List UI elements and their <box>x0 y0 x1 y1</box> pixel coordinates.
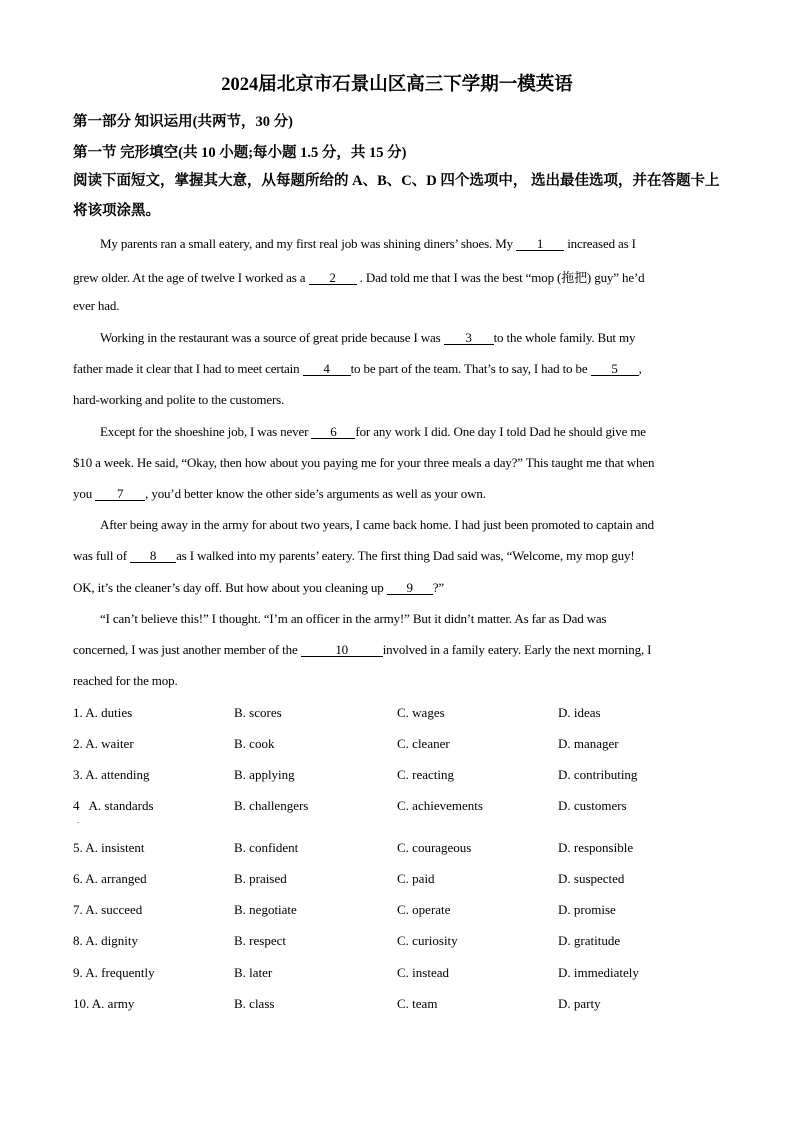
passage-text: involved in a family eatery. Early the next morning, I <box>382 642 652 657</box>
option-c: C. wages <box>397 705 445 720</box>
blank-10: 10 <box>301 643 383 657</box>
option-b: B. respect <box>234 933 286 948</box>
option-a: 8. A. dignity <box>73 933 139 948</box>
option-d: D. gratitude <box>558 933 621 948</box>
blank-6: 6 <box>311 425 355 439</box>
passage-line <box>73 361 642 377</box>
option-b: B. challengers <box>234 798 309 813</box>
passage-line: ever had. <box>73 298 120 313</box>
blank-5: 5 <box>591 362 639 376</box>
stray-mark: . <box>77 816 79 825</box>
passage-text: for any work I did. One day I told Dad he should give me <box>355 424 646 439</box>
option-b: B. cook <box>234 736 275 751</box>
passage-line <box>73 486 486 502</box>
passage-text: OK, it’s the cleaner’s day off. But how about you cleaning up <box>73 580 387 595</box>
option-c: C. instead <box>397 965 449 980</box>
passage-text: as I walked into my parents’ eatery. The first thing Dad said was, “Welcome, my mop guy! <box>176 548 635 563</box>
passage-line: $10 a week. He said, “Okay, then how about you paying me for your three meals a day?” This taught me that when <box>73 455 655 470</box>
option-d: D. customers <box>558 798 627 813</box>
blank-1: 1 <box>516 237 564 251</box>
option-b: B. later <box>234 965 273 980</box>
passage-line <box>73 267 644 286</box>
passage-line: “I can’t believe this!” I thought. “I’m an officer in the army!” But it didn’t matter. As far as Dad was <box>100 611 607 626</box>
option-d: D. suspected <box>558 871 625 886</box>
passage-text: My parents ran a small eatery, and my first real job was shining diners’ shoes. My <box>100 236 517 251</box>
option-d: D. manager <box>558 736 619 751</box>
blank-9: 9 <box>387 581 433 595</box>
instructions: 阅读下面短文，掌握其大意，从每题所给的 A、B、C、D 四个选项中， 选出最佳选项，并在答题卡上将该项涂黑。 <box>73 173 720 219</box>
option-a: 1. A. duties <box>73 705 133 720</box>
passage-line <box>100 330 635 346</box>
passage-text: to the whole family. But my <box>493 330 636 345</box>
passage-text: you <box>73 486 96 501</box>
blank-2: 2 <box>309 271 357 285</box>
passage-text: , <box>638 361 642 376</box>
option-c: C. cleaner <box>397 736 450 751</box>
option-c: C. courageous <box>397 840 472 855</box>
part-heading: 第一部分 知识运用(共两节，30 分) <box>73 114 293 130</box>
passage-line <box>73 580 444 596</box>
blank-7: 7 <box>95 487 145 501</box>
option-d: D. promise <box>558 902 616 917</box>
option-c: C. achievements <box>397 798 483 813</box>
option-a: 10. A. army <box>73 996 135 1011</box>
passage-text: Working in the restaurant was a source of great pride because I was <box>100 330 444 345</box>
section-heading: 第一节 完形填空(共 10 小题;每小题 1.5 分，共 15 分) <box>73 145 407 161</box>
option-a: 9. A. frequently <box>73 965 155 980</box>
option-c: C. operate <box>397 902 451 917</box>
passage-text: ?” <box>432 580 444 595</box>
page-title: 2024届北京市石景山区高三下学期一模英语 <box>221 75 573 95</box>
blank-8: 8 <box>130 549 176 563</box>
passage-line: reached for the mop. <box>73 673 178 688</box>
option-d: D. contributing <box>558 767 638 782</box>
passage-line: After being away in the army for about two years, I came back home. I had just been promoted to captain and <box>100 517 654 532</box>
option-d: D. immediately <box>558 965 639 980</box>
passage-text: concerned, I was just another member of the <box>73 642 301 657</box>
blank-4: 4 <box>303 362 351 376</box>
option-c: C. paid <box>397 871 435 886</box>
option-b: B. negotiate <box>234 902 297 917</box>
option-a: 4 A. standards <box>73 798 154 813</box>
option-d: D. party <box>558 996 601 1011</box>
option-a: 6. A. arranged <box>73 871 147 886</box>
option-c: C. curiosity <box>397 933 458 948</box>
passage-line <box>100 236 636 252</box>
passage-text: increased as I <box>564 236 636 251</box>
passage-text: . Dad told me that I was the best “mop (拖把) guy” he’d <box>356 270 645 285</box>
passage-text: grew older. At the age of twelve I worked as a <box>73 270 309 285</box>
option-a: 7. A. succeed <box>73 902 143 917</box>
passage-line <box>73 548 635 564</box>
option-a: 5. A. insistent <box>73 840 145 855</box>
passage-text: father made it clear that I had to meet certain <box>73 361 303 376</box>
option-b: B. applying <box>234 767 295 782</box>
option-c: C. reacting <box>397 767 455 782</box>
passage-text: , you’d better know the other side’s arguments as well as your own. <box>145 486 486 501</box>
option-d: D. ideas <box>558 705 601 720</box>
passage-line <box>73 642 651 658</box>
blank-3: 3 <box>444 331 494 345</box>
option-a: 3. A. attending <box>73 767 150 782</box>
passage-line <box>100 424 646 440</box>
option-b: B. confident <box>234 840 299 855</box>
passage-text: Except for the shoeshine job, I was never <box>100 424 312 439</box>
option-c: C. team <box>397 996 438 1011</box>
option-b: B. class <box>234 996 275 1011</box>
passage-text: to be part of the team. That’s to say, I had to be <box>350 361 591 376</box>
option-b: B. scores <box>234 705 282 720</box>
option-b: B. praised <box>234 871 287 886</box>
passage-text: was full of <box>73 548 131 563</box>
option-a: 2. A. waiter <box>73 736 134 751</box>
passage-line: hard-working and polite to the customers. <box>73 392 285 407</box>
option-d: D. responsible <box>558 840 634 855</box>
